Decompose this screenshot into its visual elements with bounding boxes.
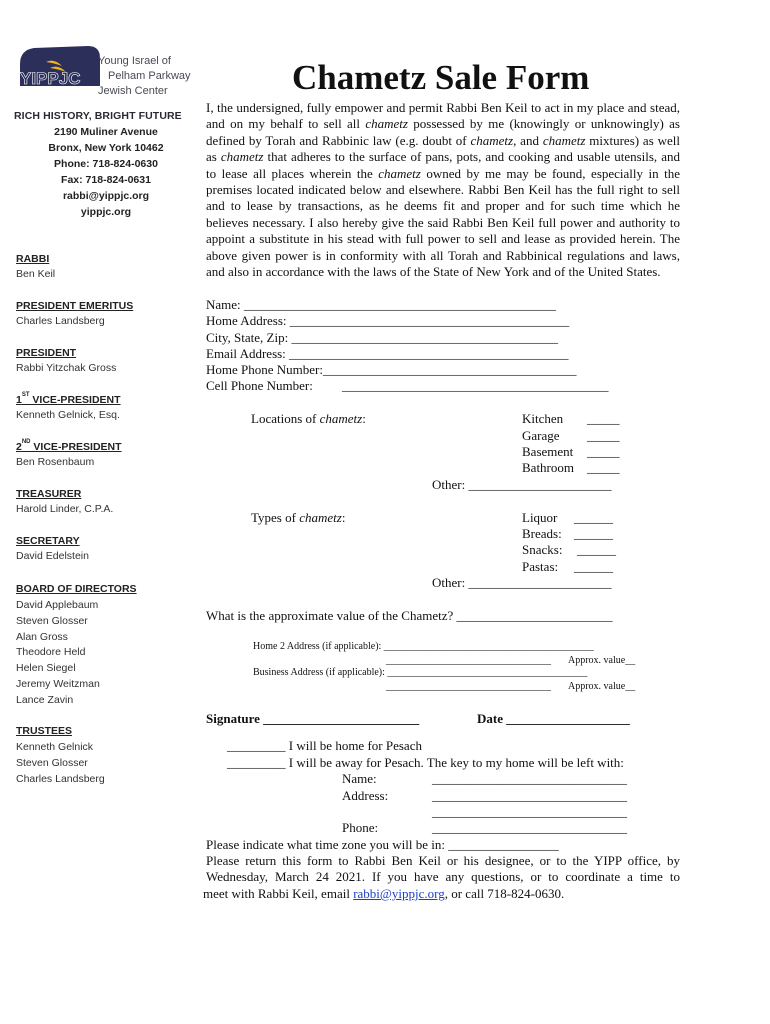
- type-snacks-label: Snacks:: [522, 542, 563, 557]
- trustee: Charles Landsberg: [16, 772, 105, 785]
- board-member: Helen Siegel: [16, 662, 76, 675]
- key-phone-label: Phone:: [342, 820, 379, 835]
- secretary-name: David Edelstein: [16, 550, 89, 562]
- type-breads-label: Breads:: [522, 526, 562, 541]
- logo-line3: Jewish Center: [98, 85, 168, 97]
- vp2-title: VICE-PRESIDENT: [30, 441, 122, 453]
- president-name: Rabbi Yitzchak Gross: [16, 362, 117, 374]
- logo-line1: Young Israel of: [98, 55, 171, 67]
- business-approx-value[interactable]: Approx. value__: [568, 681, 636, 692]
- tagline: RICH HISTORY, BRIGHT FUTURE: [14, 110, 182, 122]
- types-label-text: Types of: [251, 510, 300, 525]
- president-emeritus-name: Charles Landsberg: [16, 315, 105, 327]
- intro-text: that adheres to the surface of pans, pots, and cooking and usable utensils, and to lease all places wherein the: [206, 149, 680, 181]
- key-address-label: Address:: [342, 788, 389, 803]
- address-line: 2190 Muliner Avenue: [54, 126, 158, 138]
- cell-phone-field[interactable]: _________________________________________: [342, 378, 609, 393]
- email-address-field[interactable]: Email Address: ___________________________________________: [206, 346, 569, 361]
- vp2-name: Ben Rosenbaum: [16, 456, 95, 468]
- intro-term: chametz: [542, 132, 586, 148]
- intro-term: chametz: [365, 116, 408, 132]
- form-title: Chametz Sale Form: [292, 58, 590, 97]
- trustee: Kenneth Gelnick: [16, 741, 94, 753]
- treasurer-role: TREASURER: [16, 488, 82, 500]
- trustees-list: [16, 740, 105, 787]
- board-role: BOARD OF DIRECTORS: [16, 583, 137, 595]
- board-member: Theodore Held: [16, 646, 86, 659]
- secretary-role: SECRETARY: [16, 535, 80, 547]
- contact-line: [203, 886, 564, 902]
- key-address-field[interactable]: ______________________________: [432, 788, 627, 803]
- home-address-field[interactable]: Home Address: ___________________________________________: [206, 313, 570, 328]
- logo-line2: Pelham Parkway: [108, 70, 191, 82]
- website-line[interactable]: yippjc.org: [80, 206, 132, 218]
- president-emeritus-role: PRESIDENT EMERITUS: [16, 300, 134, 312]
- business-address-field[interactable]: Business Address (if applicable): ________________________________________: [253, 667, 588, 678]
- vp1-sup: ST: [21, 392, 30, 398]
- type-pastas-label: Pastas:: [522, 559, 559, 574]
- name-field[interactable]: Name: ________________________________________________: [206, 297, 556, 312]
- date-field[interactable]: Date ___________________: [477, 711, 630, 726]
- logo-abbrev: YIPPJC: [20, 69, 81, 88]
- locations-label: [251, 411, 366, 427]
- home2-address-line[interactable]: _________________________________: [386, 655, 551, 666]
- vp2-sup: ND: [21, 439, 31, 445]
- home-for-pesach-option[interactable]: _________ I will be home for Pesach: [227, 738, 422, 753]
- home2-address-field[interactable]: Home 2 Address (if applicable): __________________________________________: [253, 641, 594, 652]
- types-label: [251, 510, 345, 526]
- intro-term: chametz: [220, 149, 264, 165]
- key-name-field[interactable]: ______________________________: [432, 771, 627, 786]
- type-breads-blank[interactable]: ______: [574, 526, 613, 541]
- location-bathroom-label: Bathroom: [522, 460, 574, 475]
- board-member: Alan Gross: [16, 630, 68, 643]
- city-state-zip-field[interactable]: City, State, Zip: _________________________________________: [206, 330, 558, 345]
- vp1-num: 1: [16, 394, 22, 406]
- locations-label-term: chametz: [319, 411, 363, 426]
- location-other-field[interactable]: Other: ______________________: [432, 477, 612, 492]
- vp2-num: 2: [16, 441, 22, 453]
- type-liquor-blank[interactable]: ______: [574, 510, 613, 525]
- treasurer-name: Harold Linder, C.P.A.: [16, 503, 114, 515]
- key-phone-field[interactable]: ______________________________: [432, 820, 627, 835]
- trustee: Steven Glosser: [16, 756, 88, 769]
- timezone-field[interactable]: Please indicate what time zone you will be in: _________________: [206, 837, 559, 852]
- board-member: Steven Glosser: [16, 614, 88, 627]
- vp2-role: [16, 441, 122, 453]
- location-basement-label: Basement: [522, 444, 574, 459]
- rabbi-role: RABBI: [16, 253, 50, 265]
- locations-label-colon: :: [362, 411, 366, 426]
- cell-phone-label: Cell Phone Number:: [206, 378, 313, 393]
- types-label-colon: :: [341, 510, 346, 525]
- rabbi-name: Ben Keil: [16, 268, 56, 280]
- contact-block: [14, 124, 198, 220]
- business-address-line[interactable]: _________________________________: [386, 681, 551, 692]
- intro-text: mixtures) as well as: [206, 132, 680, 165]
- return-instructions: Please return this form to Rabbi Ben Keil or his designee, or to the YIPP office, by Wednesday, March 24 2021. If you have any questions, or to coordinate a time to: [206, 853, 680, 885]
- location-kitchen-blank[interactable]: _____: [587, 411, 620, 426]
- vp1-title: VICE-PRESIDENT: [29, 394, 121, 406]
- intro-text: owned by me may be found, especially in the premises located indicated below and elsewhere. Rabbi Ben Keil has the full right to sell and to lease by transactions, as he deems fit and proper and for such time which he believes necessary. I also hereby give the said Rabbi Ben Keil full power and authority to appoint a substitute in his stead with full power to sell and lease as provided herein. The above given power is in conformity with all Torah and Rabbinical regulations and laws, and also in accordance with the laws of the State of New York and of the United States.: [206, 165, 680, 280]
- contact-text: meet with Rabbi Keil, email: [203, 886, 354, 901]
- type-liquor-label: Liquor: [522, 510, 558, 525]
- type-other-field[interactable]: Other: ______________________: [432, 575, 612, 590]
- intro-term: chametz: [470, 132, 514, 148]
- board-member: Jeremy Weitzman: [16, 677, 100, 690]
- approx-value-field[interactable]: What is the approximate value of the Chametz? ________________________: [206, 608, 613, 623]
- intro-text: possessed by me (knowingly or unknowingly) as defined by Torah and Rabbinic law (e.g. doubt of: [206, 116, 680, 148]
- board-member: Lance Zavin: [16, 693, 74, 706]
- away-for-pesach-option[interactable]: _________ I will be away for Pesach. The key to my home will be left with:: [227, 755, 624, 770]
- email-link[interactable]: rabbi@yippjc.org: [353, 886, 445, 901]
- key-name-label: Name:: [342, 771, 377, 786]
- board-member: David Applebaum: [16, 599, 99, 611]
- intro-term: chametz: [378, 165, 421, 181]
- location-garage-blank[interactable]: _____: [587, 428, 620, 443]
- vp1-name: Kenneth Gelnick, Esq.: [16, 409, 120, 421]
- location-garage-label: Garage: [522, 428, 560, 443]
- vp1-role: [16, 394, 121, 406]
- contact-text: , or call 718-824-0630.: [444, 886, 565, 901]
- home2-approx-value[interactable]: Approx. value__: [568, 655, 636, 666]
- intro-text: I, the undersigned, fully empower and permit Rabbi Ben Keil to act in my place and stead, and on my behalf to sell all: [206, 100, 680, 132]
- president-role: PRESIDENT: [16, 347, 77, 359]
- city-line: Bronx, New York 10462: [48, 142, 164, 154]
- signature-field[interactable]: Signature ________________________: [206, 711, 420, 726]
- location-bathroom-blank[interactable]: _____: [587, 460, 620, 475]
- type-pastas-blank[interactable]: ______: [574, 559, 613, 574]
- types-label-term: chametz: [299, 510, 342, 525]
- intro-paragraph: [206, 100, 680, 280]
- intro-text: , and: [513, 132, 543, 148]
- board-list: [16, 598, 100, 709]
- type-snacks-blank[interactable]: ______: [577, 542, 616, 557]
- fax-line: Fax: 718-824-0631: [61, 174, 151, 186]
- locations-label-text: Locations of: [251, 411, 320, 426]
- yippjc-logo: [16, 42, 198, 114]
- trustees-role: TRUSTEES: [16, 725, 73, 737]
- location-kitchen-label: Kitchen: [522, 411, 564, 426]
- email-line[interactable]: rabbi@yippjc.org: [62, 190, 150, 202]
- phone-line: Phone: 718-824-0630: [54, 158, 158, 170]
- location-basement-blank[interactable]: _____: [587, 444, 620, 459]
- key-address-field-2[interactable]: ______________________________: [432, 804, 627, 819]
- home-phone-field[interactable]: Home Phone Number:_______________________________________: [206, 362, 577, 377]
